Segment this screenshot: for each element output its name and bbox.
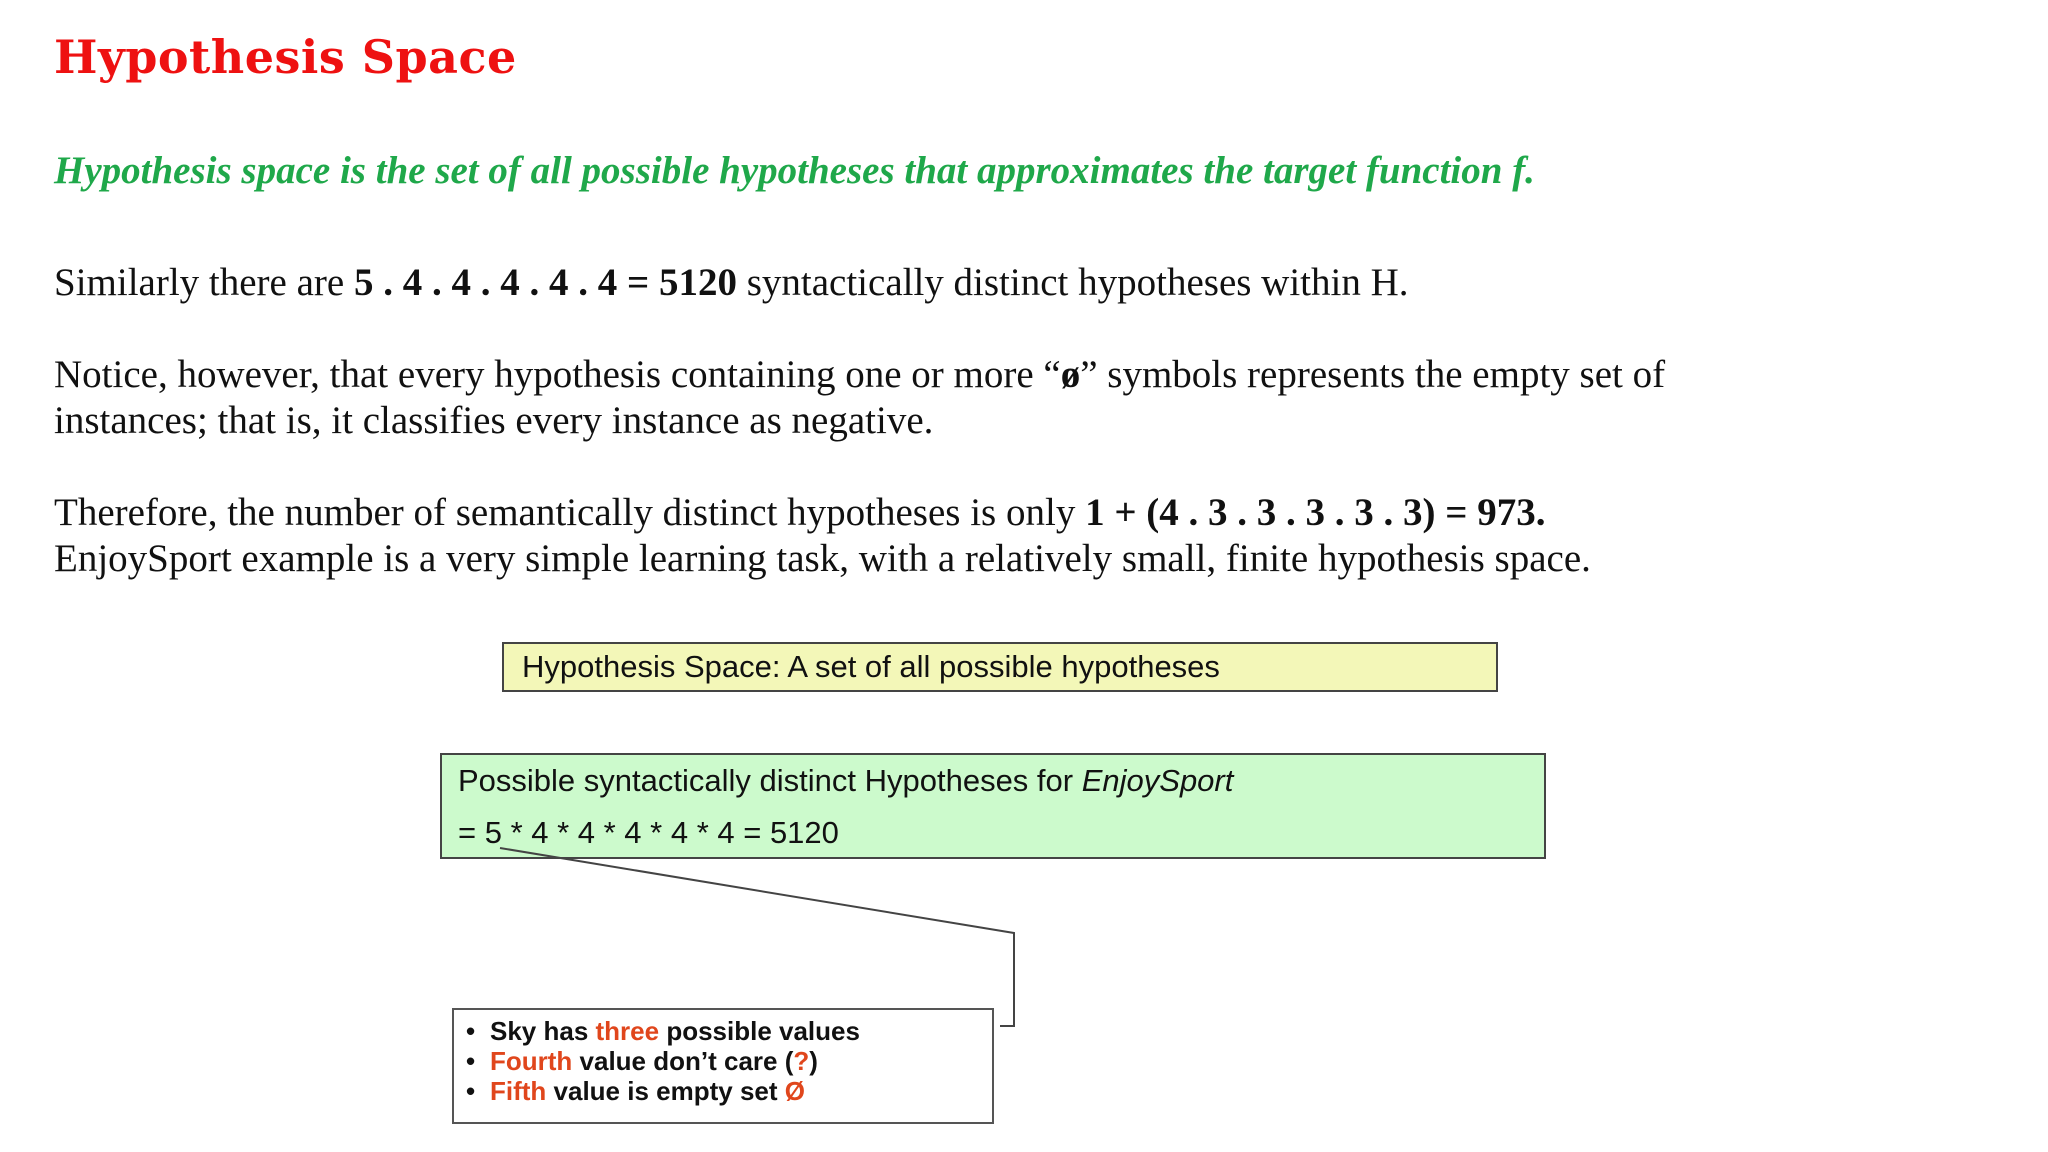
hypothesis-count-box xyxy=(440,753,1546,859)
note-highlight: Fourth xyxy=(490,1046,573,1076)
para2-line1-prefix: Notice, however, that every hypothesis containing one or more “ xyxy=(54,353,1061,396)
note-highlight: three xyxy=(595,1016,660,1046)
note-text: value is empty set xyxy=(546,1076,785,1106)
count-box-formula: = 5 * 4 * 4 * 4 * 4 * 4 = 5120 xyxy=(458,815,839,850)
para2-line2: instances; that is, it classifies every instance as negative. xyxy=(54,399,934,442)
bullet-icon: • xyxy=(466,1076,476,1106)
para2-line1-suffix: ” symbols represents the empty set of xyxy=(1080,353,1666,396)
bullet-icon: • xyxy=(466,1016,476,1046)
note-text: possible values xyxy=(659,1016,860,1046)
note-text: Sky has xyxy=(490,1016,596,1046)
note-highlight: Fifth xyxy=(490,1076,547,1106)
note-highlight: Ø xyxy=(784,1076,805,1106)
count-box-line1-enjoysport: EnjoySport xyxy=(1081,763,1234,798)
note-text: value don’t care ( xyxy=(572,1046,794,1076)
note-item-sky xyxy=(466,1016,992,1046)
para3-line2: EnjoySport example is a very simple learning task, with a relatively small, finite hypothesis space. xyxy=(54,537,1591,580)
connector-polyline xyxy=(500,848,1014,1026)
hypothesis-space-header-box: Hypothesis Space: A set of all possible hypotheses xyxy=(502,642,1498,692)
count-box-line1 xyxy=(458,763,1233,799)
paragraph-empty-set-note xyxy=(54,352,1665,444)
bullet-icon: • xyxy=(466,1046,476,1076)
empty-set-symbol: ø xyxy=(1060,353,1081,396)
note-highlight: ? xyxy=(793,1046,810,1076)
slide-title: Hypothesis Space xyxy=(54,30,517,84)
para1-suffix: syntactically distinct hypotheses within H. xyxy=(736,261,1409,304)
paragraph-semantic-count xyxy=(54,490,1591,582)
para3-line1-prefix: Therefore, the number of semantically distinct hypotheses is only xyxy=(54,491,1086,534)
note-item-fifth xyxy=(466,1076,992,1106)
note-item-fourth xyxy=(466,1046,992,1076)
note-text: ) xyxy=(809,1046,818,1076)
count-box-line1-prefix: Possible syntactically distinct Hypotheses for xyxy=(458,763,1082,798)
para1-formula: 5 . 4 . 4 . 4 . 4 . 4 = 5120 xyxy=(353,261,737,304)
definition-text: Hypothesis space is the set of all possible hypotheses that approximates the target function f. xyxy=(54,149,1535,192)
para1-prefix: Similarly there are xyxy=(54,261,354,304)
notes-box xyxy=(452,1008,994,1124)
para3-formula: 1 + (4 . 3 . 3 . 3 . 3 . 3) = 973. xyxy=(1085,491,1546,534)
paragraph-syntactic-count xyxy=(54,260,1409,306)
